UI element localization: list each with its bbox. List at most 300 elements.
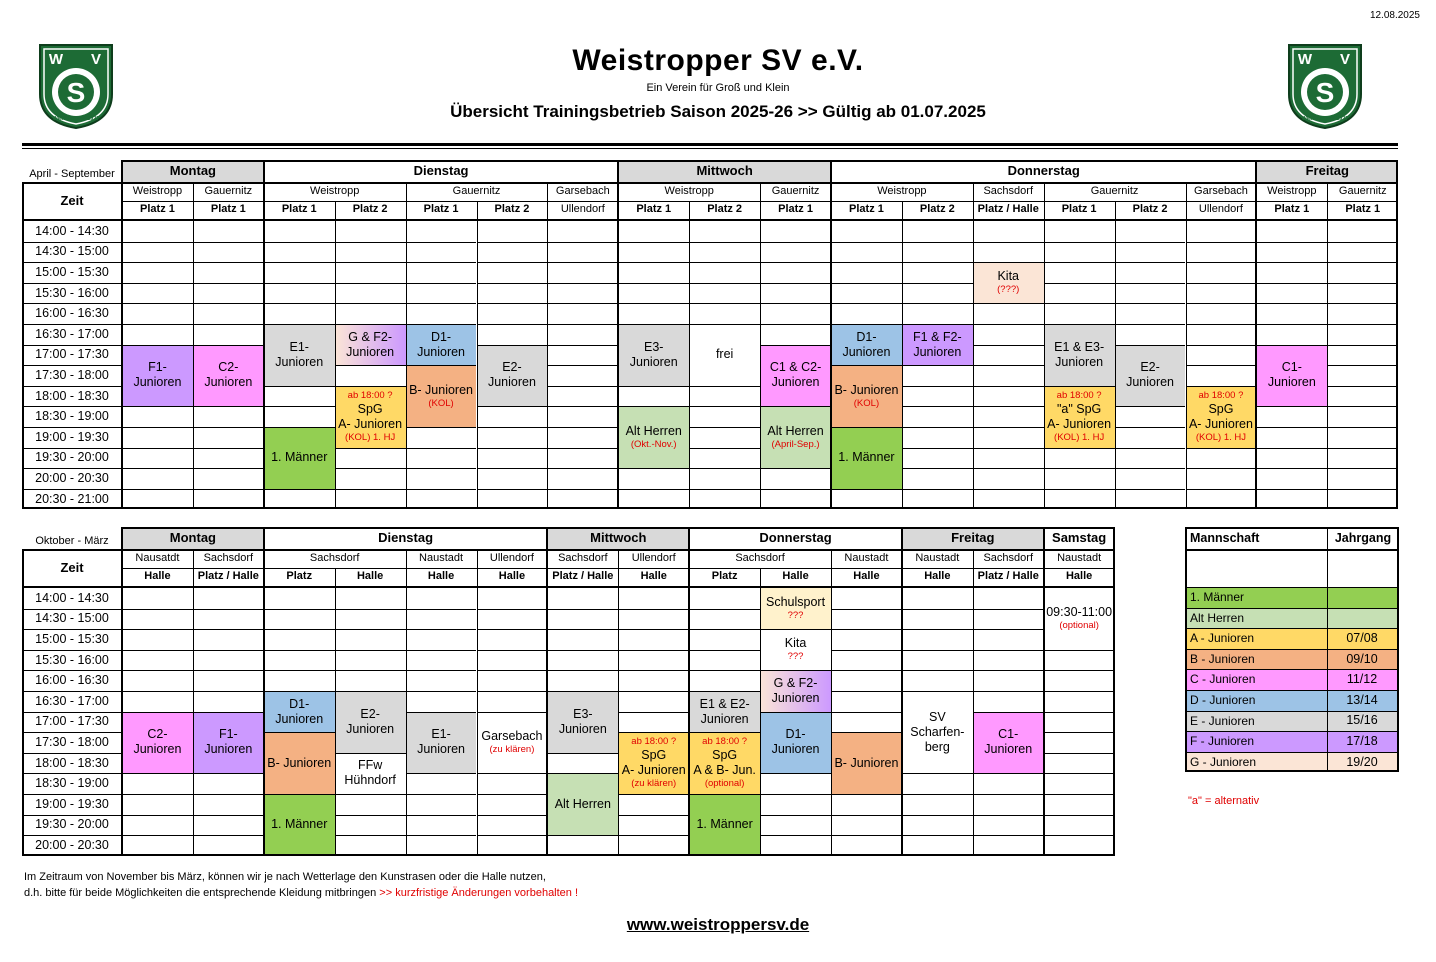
grid-line-row: [831, 835, 902, 836]
grid-line-row: [477, 427, 548, 428]
training-block: [406, 324, 477, 365]
grid-line-row: [1044, 815, 1115, 816]
grid-line-row: [122, 406, 193, 407]
legend-team: [1187, 608, 1327, 629]
grid-line-row: [760, 468, 831, 469]
location-header: [406, 549, 477, 568]
grid-line-row: [477, 773, 548, 774]
cell-text: 16:30 - 17:00: [35, 693, 109, 708]
legend-row-line: [1185, 608, 1399, 609]
cell-text: 18:30 - 19:00: [35, 776, 109, 791]
day-header-donnerstag: [831, 160, 1256, 182]
header-col-line: [902, 201, 903, 221]
grid-line-row: [22, 670, 122, 671]
grid-line-row: [406, 629, 477, 630]
grid-line-row: [264, 609, 335, 610]
training-block: [264, 427, 335, 489]
grid-line-row: [902, 670, 973, 671]
legend-year: [1327, 690, 1397, 711]
grid-line-row: [122, 712, 193, 713]
grid-line-col: [335, 588, 336, 856]
time-slot-label: [22, 262, 122, 283]
cell-text: Dienstag: [378, 530, 434, 546]
time-slot-label: [22, 489, 122, 510]
cell-text: Halle: [782, 570, 809, 583]
place-header: [760, 568, 831, 586]
cell-text: Platz / Halle: [977, 203, 1039, 216]
grid-line-row: [689, 386, 760, 387]
winter-schedule-table: [22, 527, 1117, 857]
cell-text: 20:00 - 20:30: [35, 470, 109, 485]
location-header: [1256, 182, 1327, 201]
cell-text: Ullendorf: [631, 551, 676, 564]
grid-line-row: [547, 242, 618, 243]
cell-text: Jahrgang: [1334, 530, 1392, 545]
grid-line-row: [1115, 448, 1186, 449]
website-link[interactable]: www.weistroppersv.de: [626, 915, 810, 934]
grid-line-row: [902, 406, 973, 407]
grid-line-row: [1186, 468, 1257, 469]
grid-line-row: [1044, 283, 1115, 284]
grid-line-row: [1186, 345, 1257, 346]
cell-text: Junioren: [275, 711, 324, 726]
time-slot-label: [22, 448, 122, 469]
grid-line-row: [477, 629, 548, 630]
cell-text: E3-: [573, 706, 593, 721]
grid-line-row: [973, 794, 1044, 795]
grid-line-row: [122, 773, 193, 774]
grid-line-row: [477, 406, 548, 407]
cell-text: ab 18:00 ?: [347, 389, 393, 401]
cell-text: Mittwoch: [590, 530, 647, 546]
cell-text: (optional): [1059, 620, 1099, 632]
grid-line-row: [831, 242, 902, 243]
time-slot-label: [22, 691, 122, 712]
grid-line-row: [902, 448, 973, 449]
location-header: [973, 549, 1044, 568]
cell-text: Junioren: [204, 375, 253, 390]
grid-line-row: [689, 427, 760, 428]
grid-line-row: [831, 732, 902, 733]
time-slot-label: [22, 629, 122, 650]
grid-line-row: [1186, 303, 1257, 304]
cell-text: "a" SpG: [1056, 401, 1102, 416]
training-block: [831, 324, 902, 365]
grid-line-row: [1115, 262, 1186, 263]
cell-text: E2-: [360, 706, 380, 721]
place-header: [477, 568, 548, 586]
cell-text: 17:00 - 17:30: [35, 347, 109, 362]
cell-text: Platz: [286, 570, 313, 583]
cell-text: Weistropp: [1267, 184, 1317, 197]
grid-line-row: [193, 773, 264, 774]
grid-line-row: [547, 670, 618, 671]
grid-line-row: [122, 489, 193, 490]
grid-line-row: [406, 262, 477, 263]
training-block: [973, 262, 1044, 303]
grid-line-row: [760, 670, 831, 671]
team-legend-table: [1185, 527, 1399, 772]
footer-note-warning: >> kurzfristige Änderungen vorbehalten !: [379, 887, 579, 899]
location-header: [406, 182, 548, 201]
grid-line-row: [1186, 489, 1257, 490]
cell-text: SpG: [357, 401, 383, 416]
cell-text: Junioren: [133, 742, 182, 757]
grid-line-row: [335, 650, 406, 651]
header-col-line: [901, 527, 903, 588]
grid-line-row: [335, 753, 406, 754]
header-col-line: [263, 527, 265, 588]
cell-text: Junioren: [842, 344, 891, 359]
grid-line-row: [22, 242, 122, 243]
cell-text: 09/10: [1346, 651, 1378, 666]
grid-line-row: [547, 773, 618, 774]
header-col-line: [546, 527, 548, 588]
time-column-header: [22, 182, 122, 219]
cell-text: Junioren: [913, 344, 962, 359]
time-slot-label: [22, 427, 122, 448]
cell-text: Kita: [997, 269, 1020, 284]
logo-letter-s: S: [1315, 77, 1335, 108]
grid-line-row: [122, 427, 193, 428]
cell-text: 17/18: [1346, 733, 1378, 748]
grid-line-row: [264, 794, 335, 795]
grid-line-row: [618, 732, 689, 733]
legend-row-line: [1185, 649, 1399, 650]
training-block: [1256, 345, 1327, 407]
grid-line-row: [193, 670, 264, 671]
time-slot-label: [22, 345, 122, 366]
day-header-freitag: [902, 527, 1044, 549]
cell-text: Halle: [498, 570, 526, 583]
training-block: [1044, 588, 1115, 650]
grid-line-row: [22, 345, 122, 346]
grid-line-row: [477, 262, 548, 263]
grid-line-row: [406, 794, 477, 795]
cell-text: 19:00 - 19:30: [35, 429, 109, 444]
day-row-bottom: [22, 549, 1115, 551]
cell-text: Sachsdorf: [983, 184, 1033, 197]
grid-line-row: [1256, 448, 1327, 449]
grid-line-row: [335, 283, 406, 284]
grid-line-row: [264, 670, 335, 671]
legend-team: [1187, 731, 1327, 752]
print-date: 12.08.2025: [1369, 10, 1420, 21]
cell-text: Naustadt: [915, 551, 960, 564]
grid-line-row: [122, 324, 193, 325]
cell-text: 13/14: [1346, 692, 1378, 707]
grid-line-row: [1256, 345, 1327, 346]
grid-line-row: [547, 262, 618, 263]
grid-line-row: [264, 732, 335, 733]
training-block: [760, 345, 831, 407]
cell-text: Weistropp: [877, 184, 927, 197]
grid-line-row: [902, 427, 973, 428]
grid-line-row: [547, 303, 618, 304]
grid-line-row: [335, 262, 406, 263]
training-block: [122, 712, 193, 774]
table-left-top-border: [121, 160, 123, 182]
grid-line-row: [264, 283, 335, 284]
time-slot-label: [22, 650, 122, 671]
grid-line-row: [264, 242, 335, 243]
cell-text: Junioren: [417, 742, 466, 757]
cell-text: Platz / Halle: [197, 570, 259, 583]
legend-bottom-border: [1185, 770, 1399, 772]
legend-row-line: [1185, 628, 1399, 629]
training-block: [689, 732, 760, 794]
cell-text: 1. Männer: [696, 817, 753, 832]
summer-schedule-table: [22, 160, 1400, 510]
grid-line-row: [902, 365, 973, 366]
training-block: [547, 773, 618, 835]
legend-team: [1187, 690, 1327, 711]
grid-line-row: [1256, 303, 1327, 304]
grid-line-row: [477, 712, 548, 713]
grid-line-row: [335, 468, 406, 469]
time-slot-label: [22, 324, 122, 345]
place-header: [264, 201, 335, 219]
cell-text: F1-: [218, 727, 238, 742]
grid-line-row: [1115, 242, 1186, 243]
location-header: [831, 182, 973, 201]
grid-line-col: [1044, 221, 1045, 509]
grid-line-row: [902, 283, 973, 284]
cell-text: Alt Herren: [554, 796, 611, 811]
day-header-freitag: [1256, 160, 1398, 182]
header-rule-thin: [22, 148, 1398, 149]
grid-line-row: [477, 691, 548, 692]
cell-text: Junioren: [487, 375, 536, 390]
grid-line-row: [335, 794, 406, 795]
time-slot-label: [22, 712, 122, 733]
grid-line-row: [973, 365, 1044, 366]
grid-line-row: [335, 489, 406, 490]
cell-text: Junioren: [1126, 375, 1175, 390]
time-slot-label: [22, 815, 122, 836]
training-block: [760, 406, 831, 468]
grid-line-row: [122, 283, 193, 284]
place-header: [335, 201, 406, 219]
day-header-donnerstag: [689, 527, 902, 549]
cell-text: Junioren: [771, 690, 820, 705]
time-slot-label: [22, 242, 122, 263]
cell-text: SV: [928, 709, 946, 724]
grid-line-row: [618, 489, 689, 490]
grid-line-row: [122, 468, 193, 469]
grid-line-row: [831, 283, 902, 284]
cell-text: Platz 2: [919, 203, 955, 216]
cell-text: 18:00 - 18:30: [35, 755, 109, 770]
grid-line-row: [122, 609, 193, 610]
grid-line-col: [830, 221, 832, 509]
cell-text: SpG: [641, 748, 667, 763]
cell-text: E2-: [1140, 360, 1160, 375]
time-slot-label: [22, 221, 122, 242]
cell-text: C1 & C2-: [769, 360, 822, 375]
grid-line-row: [22, 815, 122, 816]
grid-line-row: [193, 303, 264, 304]
cell-text: Alt Herren: [767, 423, 824, 438]
time-slot-label: [22, 773, 122, 794]
grid-line-row: [1115, 489, 1186, 490]
grid-line-row: [1327, 283, 1398, 284]
place-header: [193, 568, 264, 586]
grid-line-row: [122, 815, 193, 816]
legend-year: [1327, 752, 1397, 773]
training-block: [689, 691, 760, 732]
legend-row-line: [1185, 731, 1399, 732]
grid-line-row: [973, 303, 1044, 304]
header-bottom: [22, 586, 1115, 588]
cell-text: SpG: [712, 748, 738, 763]
training-block: [618, 324, 689, 386]
grid-line-row: [477, 489, 548, 490]
location-header: [760, 182, 831, 201]
grid-line-row: [122, 448, 193, 449]
grid-line-row: [1044, 670, 1115, 671]
grid-line-row: [973, 242, 1044, 243]
training-block: [618, 406, 689, 468]
location-header: [1186, 182, 1257, 201]
time-slot-label: [22, 609, 122, 630]
grid-line-row: [1327, 489, 1398, 490]
cell-text: 15:30 - 16:00: [35, 285, 109, 300]
cell-text: ???: [787, 610, 804, 622]
grid-line-row: [22, 324, 122, 325]
cell-text: Platz 1: [140, 203, 175, 216]
time-slot-label: [22, 386, 122, 407]
grid-line-row: [22, 386, 122, 387]
grid-line-row: [1044, 468, 1115, 469]
grid-line-row: [973, 386, 1044, 387]
grid-line-row: [22, 468, 122, 469]
time-slot-label: [22, 468, 122, 489]
grid-line-row: [902, 242, 973, 243]
training-block: [477, 712, 548, 774]
grid-line-row: [406, 242, 477, 243]
grid-line-row: [122, 794, 193, 795]
location-header: [477, 549, 548, 568]
cell-text: Junioren: [558, 721, 607, 736]
grid-line-row: [760, 629, 831, 630]
cell-text: Platz 1: [281, 203, 317, 216]
grid-line-col: [901, 588, 903, 856]
table-left-border: [22, 182, 24, 509]
cell-text: A- Junioren: [338, 416, 403, 431]
grid-line-row: [335, 365, 406, 366]
grid-line-row: [22, 406, 122, 407]
cell-text: Ullendorf: [489, 551, 534, 564]
grid-line-col: [547, 221, 548, 509]
grid-line-row: [1256, 406, 1327, 407]
training-block: [973, 712, 1044, 774]
grid-line-row: [973, 345, 1044, 346]
location-header: [618, 182, 760, 201]
legend-year: [1327, 731, 1397, 752]
legend-year: [1327, 628, 1397, 649]
grid-line-row: [689, 468, 760, 469]
grid-line-row: [902, 835, 973, 836]
grid-line-row: [1256, 262, 1327, 263]
grid-line-row: [1044, 448, 1115, 449]
grid-line-row: [264, 629, 335, 630]
cell-text: Platz 2: [1132, 203, 1168, 216]
grid-line-row: [193, 262, 264, 263]
training-block: [335, 324, 406, 365]
grid-line-row: [22, 448, 122, 449]
grid-line-row: [618, 670, 689, 671]
grid-line-row: [406, 609, 477, 610]
location-header: [902, 549, 973, 568]
legend-year: [1327, 649, 1397, 670]
grid-line-row: [547, 345, 618, 346]
day-header-dienstag: [264, 160, 619, 182]
grid-line-row: [1044, 386, 1115, 387]
grid-line-row: [973, 712, 1044, 713]
grid-line-row: [22, 712, 122, 713]
grid-line-row: [1044, 773, 1115, 774]
table-bottom-border: [22, 507, 1398, 509]
time-slot-label: [22, 406, 122, 427]
cell-text: 19/20: [1346, 754, 1378, 769]
grid-line-row: [1044, 324, 1115, 325]
cell-text: 14:00 - 14:30: [35, 590, 109, 605]
training-block: [547, 691, 618, 753]
grid-line-row: [973, 773, 1044, 774]
cell-text: F1 & F2-: [913, 329, 962, 344]
grid-line-col: [1327, 221, 1328, 509]
day-header-mittwoch: [618, 160, 831, 182]
grid-line-row: [335, 303, 406, 304]
footer-note-line1: Im Zeitraum von November bis März, können wir je nach Wetterlage den Kunstrasen oder die Halle nutzen,: [24, 871, 546, 883]
grid-line-row: [1186, 262, 1257, 263]
grid-line-row: [1327, 365, 1398, 366]
grid-line-row: [973, 815, 1044, 816]
cell-text: Sachsdorf: [203, 551, 254, 564]
grid-line-row: [22, 609, 122, 610]
header-col-line: [760, 568, 761, 588]
grid-line-row: [547, 283, 618, 284]
grid-line-row: [22, 650, 122, 651]
grid-line-col: [263, 588, 265, 856]
grid-line-row: [902, 262, 973, 263]
cell-text: berg: [924, 739, 950, 754]
cell-text: (zu klären): [631, 778, 677, 790]
grid-line-row: [689, 283, 760, 284]
grid-line-row: [902, 324, 973, 325]
grid-line-row: [1044, 489, 1115, 490]
grid-line-row: [264, 386, 335, 387]
grid-line-row: [264, 691, 335, 692]
grid-line-row: [618, 468, 689, 469]
grid-line-col: [760, 588, 761, 856]
header-col-line: [335, 568, 336, 588]
location-header: [193, 182, 264, 201]
grid-line-row: [618, 262, 689, 263]
cell-text: Weistropp: [664, 184, 714, 197]
cell-text: Junioren: [133, 375, 182, 390]
cell-text: Junioren: [275, 354, 324, 369]
cell-text: A - Junioren: [1190, 631, 1255, 646]
cell-text: Weistropp: [132, 184, 183, 197]
grid-line-col: [477, 588, 478, 856]
legend-top-border: [1185, 527, 1399, 529]
training-block: [760, 712, 831, 774]
grid-line-row: [406, 712, 477, 713]
grid-line-col: [973, 221, 974, 509]
grid-line-row: [193, 283, 264, 284]
